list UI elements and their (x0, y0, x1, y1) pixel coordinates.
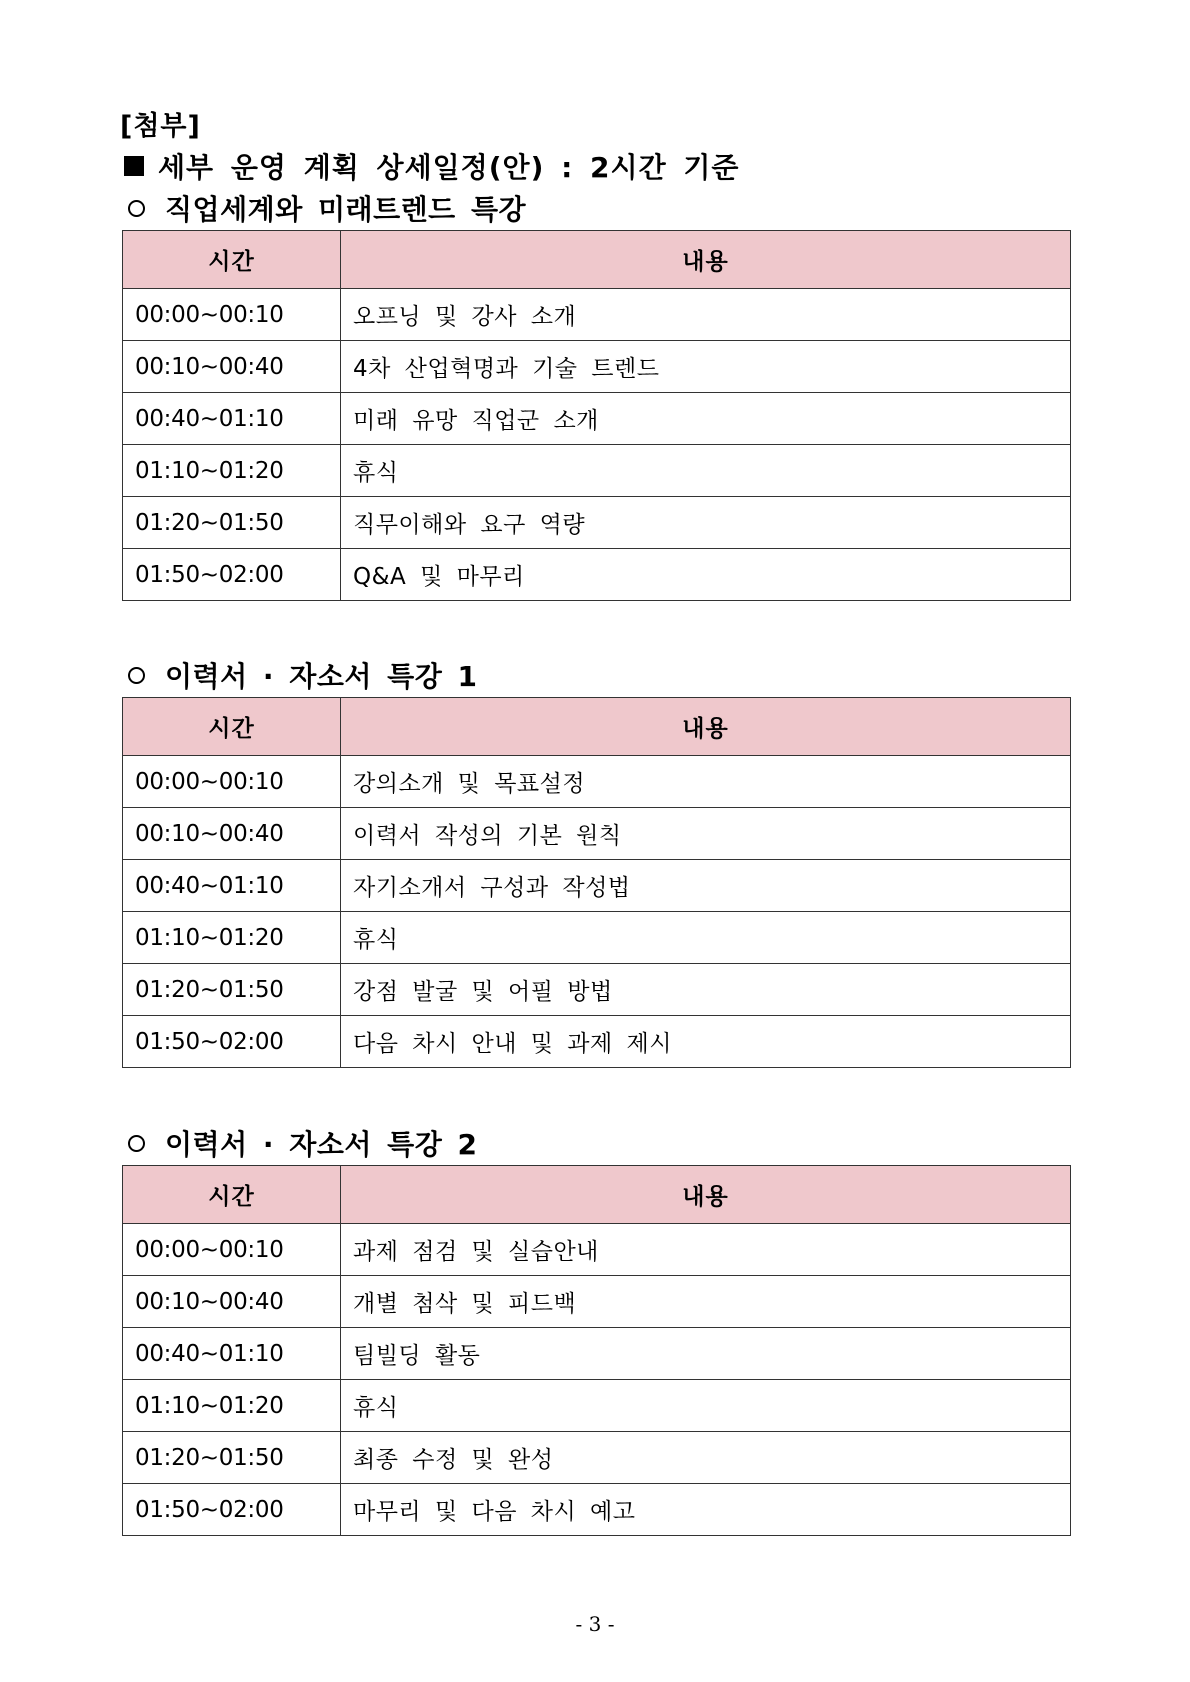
table-row (123, 1276, 1071, 1328)
table-row (123, 341, 1071, 393)
header-time: 시간 (123, 1166, 341, 1224)
table-header-row (123, 231, 1071, 289)
section-title-text: 이력서 · 자소서 특강 2 (165, 1128, 478, 1161)
table-row (123, 1484, 1071, 1536)
content-cell: 4차 산업혁명과 기술 트렌드 (341, 341, 1071, 393)
table-row (123, 1224, 1071, 1276)
time-cell: 00:00~00:10 (123, 756, 341, 808)
time-cell: 01:50~02:00 (123, 549, 341, 601)
doc-title (120, 146, 739, 186)
table-row (123, 1016, 1071, 1068)
table-row (123, 1380, 1071, 1432)
table-row (123, 756, 1071, 808)
content-cell: 강의소개 및 목표설정 (341, 756, 1071, 808)
time-cell: 01:20~01:50 (123, 497, 341, 549)
header-content: 내용 (341, 231, 1071, 289)
time-cell: 00:10~00:40 (123, 808, 341, 860)
table-row (123, 445, 1071, 497)
time-cell: 01:20~01:50 (123, 1432, 341, 1484)
table-header-row (123, 1166, 1071, 1224)
content-cell: 개별 첨삭 및 피드백 (341, 1276, 1071, 1328)
schedule-table-3 (122, 1165, 1071, 1536)
header-content: 내용 (341, 698, 1071, 756)
doc-title-text: 세부 운영 계획 상세일정(안) : 2시간 기준 (158, 151, 740, 184)
header-time: 시간 (123, 698, 341, 756)
content-cell: 강점 발굴 및 어필 방법 (341, 964, 1071, 1016)
time-cell: 01:20~01:50 (123, 964, 341, 1016)
schedule-table-2 (122, 697, 1071, 1068)
time-cell: 01:50~02:00 (123, 1484, 341, 1536)
table-row (123, 912, 1071, 964)
time-cell: 00:10~00:40 (123, 1276, 341, 1328)
content-cell: 휴식 (341, 1380, 1071, 1432)
section-title-2 (124, 655, 478, 695)
content-cell: 마무리 및 다음 차시 예고 (341, 1484, 1071, 1536)
time-cell: 00:00~00:10 (123, 1224, 341, 1276)
attachment-label: [첨부] (120, 111, 201, 142)
content-cell: 과제 점검 및 실습안내 (341, 1224, 1071, 1276)
content-cell: 자기소개서 구성과 작성법 (341, 860, 1071, 912)
circle-bullet-icon (128, 1135, 145, 1152)
content-cell: 미래 유망 직업군 소개 (341, 393, 1071, 445)
table-row (123, 549, 1071, 601)
time-cell: 01:50~02:00 (123, 1016, 341, 1068)
circle-bullet-icon (128, 200, 145, 217)
content-cell: 이력서 작성의 기본 원칙 (341, 808, 1071, 860)
table-header-row (123, 698, 1071, 756)
schedule-table-1 (122, 230, 1071, 601)
table-row (123, 497, 1071, 549)
table-row (123, 393, 1071, 445)
time-cell: 00:10~00:40 (123, 341, 341, 393)
time-cell: 00:40~01:10 (123, 860, 341, 912)
time-cell: 01:10~01:20 (123, 912, 341, 964)
time-cell: 01:10~01:20 (123, 445, 341, 497)
time-cell: 00:40~01:10 (123, 393, 341, 445)
section-title-text: 이력서 · 자소서 특강 1 (165, 660, 478, 693)
circle-bullet-icon (128, 667, 145, 684)
content-cell: Q&A 및 마무리 (341, 549, 1071, 601)
content-cell: 팀빌딩 활동 (341, 1328, 1071, 1380)
table-row (123, 1432, 1071, 1484)
time-cell: 00:00~00:10 (123, 289, 341, 341)
table-row (123, 808, 1071, 860)
content-cell: 휴식 (341, 912, 1071, 964)
table-row (123, 860, 1071, 912)
time-cell: 01:10~01:20 (123, 1380, 341, 1432)
content-cell: 최종 수정 및 완성 (341, 1432, 1071, 1484)
table-row (123, 964, 1071, 1016)
section-title-3 (124, 1123, 478, 1163)
header-time: 시간 (123, 231, 341, 289)
table-row (123, 1328, 1071, 1380)
content-cell: 다음 차시 안내 및 과제 제시 (341, 1016, 1071, 1068)
content-cell: 휴식 (341, 445, 1071, 497)
header-content: 내용 (341, 1166, 1071, 1224)
content-cell: 오프닝 및 강사 소개 (341, 289, 1071, 341)
content-cell: 직무이해와 요구 역량 (341, 497, 1071, 549)
table-row (123, 289, 1071, 341)
section-title-1 (124, 188, 526, 228)
time-cell: 00:40~01:10 (123, 1328, 341, 1380)
section-title-text: 직업세계와 미래트렌드 특강 (165, 193, 527, 226)
black-square-bullet-icon (124, 156, 144, 176)
page-number: - 3 - (575, 1612, 615, 1636)
